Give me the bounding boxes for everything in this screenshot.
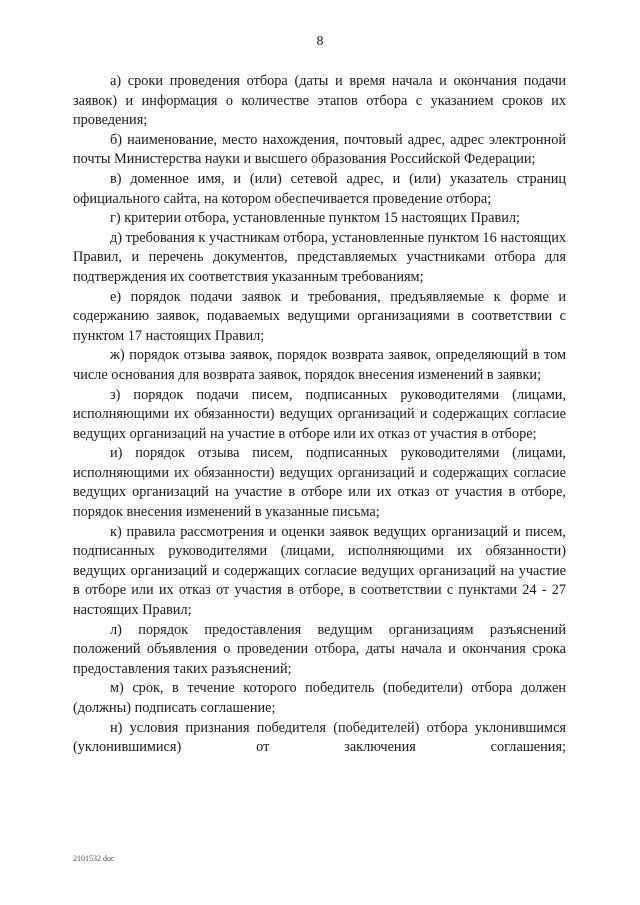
page-number: 8 bbox=[316, 34, 324, 49]
paragraph-m: м) срок, в течение которого победитель (победители) отбора должен (должны) подписать соглашение; bbox=[73, 680, 566, 716]
paragraph-l: л) порядок предоставления ведущим организациям разъяснений положений объявления о проведении отбора, даты начала и окончания срока предоставления таких разъяснений; bbox=[73, 621, 566, 677]
paragraph-i: и) порядок отзыва писем, подписанных руководителями (лицами, исполняющими их обязанности) ведущих организаций и содержащих согласие ведущих организаций на участие в отборе или их отказ от участия в отборе, порядок внесения изменений в указанные письма; bbox=[73, 445, 566, 521]
paragraph-e: е) порядок подачи заявок и требования, предъявляемые к форме и содержанию заявок, подаваемых ведущими организациями в соответствии с пунктом 17 настоящих Правил; bbox=[73, 288, 566, 344]
paragraph-v: в) доменное имя, и (или) сетевой адрес, и (или) указатель страниц официального сайта, на котором обеспечивается проведение отбора; bbox=[73, 170, 566, 207]
paragraph-d: д) требования к участникам отбора, установленные пунктом 16 настоящих Правил, и перечень документов, представляемых участниками отбора для подтверждения их соответствия указанным требованиям; bbox=[73, 229, 566, 285]
paragraph-a: а) сроки проведения отбора (даты и время начала и окончания подачи заявок) и информация о количестве этапов отбора с указанием сроков их проведения; bbox=[73, 73, 566, 129]
footer-filename: 2101532 doc bbox=[73, 854, 115, 863]
paragraph-g: г) критерии отбора, установленные пунктом 15 настоящих Правил; bbox=[110, 210, 520, 227]
paragraph-z: з) порядок подачи писем, подписанных руководителями (лицами, исполняющими их обязанности) ведущих организаций и содержащих согласие ведущих организаций на участие в отборе или их отказ от участия в отборе; bbox=[73, 386, 566, 442]
document-body bbox=[73, 72, 566, 758]
paragraph-b: б) наименование, место нахождения, почтовый адрес, адрес электронной почты Министерства науки и высшего образования Российской Федерации; bbox=[73, 131, 566, 168]
paragraph-k: к) правила рассмотрения и оценки заявок ведущих организаций и писем, подписанных руководителями (лицами, исполняющими их обязанности) ведущих организаций и содержащих согласие ведущих организаций на участие в отборе или их отказ от участия в отборе, в соответствии с пунктами 24 - 27 настоящих Правил; bbox=[73, 523, 566, 619]
paragraph-n: н) условия признания победителя (победителей) отбора уклонившимся (уклонившимися) от заключения соглашения; bbox=[73, 719, 566, 756]
paragraph-zh: ж) порядок отзыва заявок, порядок возврата заявок, определяющий в том числе основания для возврата заявок, порядок внесения изменений в заявки; bbox=[73, 347, 566, 383]
